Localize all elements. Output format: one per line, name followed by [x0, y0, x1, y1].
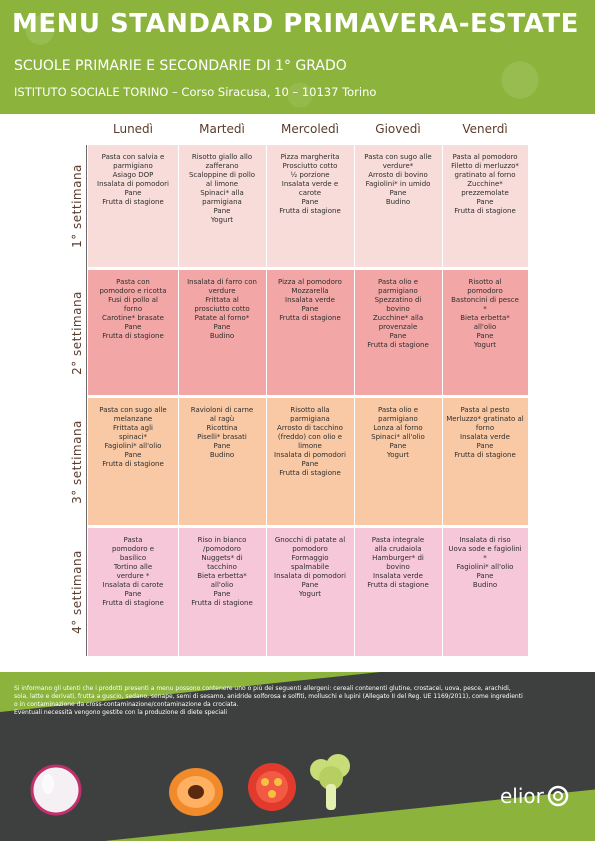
disclaimer-line: Si informano gli utenti che i prodotti presenti a menu possono contenere uno o più dei seguenti allergeni: cereali contenenti glutine, crostacei, uova, pesce, arachidi, — [14, 685, 511, 692]
menu-item: Insalata di pomodori — [274, 572, 346, 580]
menu-item: Spinaci* alla — [200, 189, 244, 197]
menu-cell-week3-tuesday — [178, 398, 266, 525]
menu-cell-week4-wednesday — [266, 528, 354, 656]
menu-item: Bieta erbetta* — [197, 572, 247, 580]
menu-item: Yogurt — [473, 341, 497, 349]
menu-item: Pasta olio e — [377, 406, 419, 414]
menu-item: parmigiano — [113, 162, 153, 170]
menu-item: basilico — [119, 554, 147, 562]
menu-item: Insalata di farro con — [187, 278, 257, 286]
menu-item: Pane — [476, 572, 494, 580]
menu-item: Pane — [476, 332, 494, 340]
institute-address: ISTITUTO SOCIALE TORINO – Corso Siracusa, 10 – 10137 Torino — [14, 85, 377, 99]
brand-swirl-icon — [547, 785, 569, 807]
menu-item: Spinaci* all'olio — [371, 433, 425, 441]
day-header-friday: Venerdì — [462, 122, 508, 136]
menu-item: Uova sode e fagiolini — [448, 545, 522, 553]
menu-item: Frutta di stagione — [279, 469, 341, 477]
disclaimer-line: Eventuali necessità vengono gestite con la produzione di diete speciali — [14, 709, 228, 716]
menu-cell-week1-friday — [442, 145, 528, 267]
menu-item: Pasta integrale — [371, 536, 425, 544]
column-divider — [354, 398, 355, 525]
menu-item: Pane — [389, 189, 407, 197]
menu-item: Frutta di stagione — [279, 314, 341, 322]
menu-item: Insalata di pomodori — [274, 451, 346, 459]
menu-item: Pane — [301, 581, 319, 589]
menu-item: Pane — [124, 189, 142, 197]
menu-cell-week4-monday — [88, 528, 178, 656]
menu-item: Lonza al forno — [373, 424, 423, 432]
menu-item: Frutta di stagione — [454, 451, 516, 459]
menu-item: Asiago DOP — [112, 171, 154, 179]
menu-cell-week2-wednesday — [266, 270, 354, 395]
menu-item: Formaggio — [291, 554, 329, 562]
menu-item: * — [483, 554, 487, 562]
menu-item: Frutta di stagione — [454, 207, 516, 215]
broccoli-icon — [305, 752, 357, 814]
menu-cell-week3-wednesday — [266, 398, 354, 525]
menu-item: Frutta di stagione — [279, 207, 341, 215]
menu-cell-week1-thursday — [354, 145, 442, 267]
menu-item: Frutta di stagione — [102, 599, 164, 607]
menu-cell-week1-tuesday — [178, 145, 266, 267]
menu-item: al ragù — [209, 415, 235, 423]
tomato-slice-icon — [245, 760, 299, 814]
menu-item: forno — [123, 305, 143, 313]
menu-item: Pane — [213, 207, 231, 215]
menu-item: pomodoro e ricotta — [99, 287, 167, 295]
column-divider — [178, 145, 179, 267]
menu-item: parmigiano — [378, 415, 418, 423]
day-header-thursday: Giovedì — [375, 122, 421, 136]
brand-logo — [500, 784, 569, 808]
menu-item: melanzane — [113, 415, 153, 423]
menu-item: Insalata di pomodori — [97, 180, 169, 188]
menu-cell-week2-friday — [442, 270, 528, 395]
papaya-icon — [165, 760, 227, 820]
menu-cell-week4-tuesday — [178, 528, 266, 656]
week-label-1: 1° settimana — [70, 164, 84, 248]
menu-item: /pomodoro — [203, 545, 241, 553]
day-header-tuesday: Martedì — [199, 122, 245, 136]
menu-cell-week4-friday — [442, 528, 528, 656]
menu-item: pomodoro e — [111, 545, 155, 553]
column-divider — [442, 528, 443, 656]
column-divider — [354, 528, 355, 656]
menu-item: Pane — [213, 323, 231, 331]
menu-item: bovino — [386, 563, 410, 571]
menu-item: gratinato al forno — [454, 171, 516, 179]
menu-item: Budino — [472, 581, 498, 589]
menu-item: Gnocchi di patate al — [274, 536, 346, 544]
page-title: MENU STANDARD PRIMAVERA-ESTATE — [12, 9, 579, 39]
menu-item: all'olio — [210, 581, 234, 589]
menu-item: Yogurt — [210, 216, 234, 224]
menu-item: Pasta con — [116, 278, 150, 286]
menu-item: carote — [298, 189, 322, 197]
menu-item: bovino — [386, 305, 410, 313]
menu-item: Pane — [476, 442, 494, 450]
menu-item: parmigiana — [290, 415, 330, 423]
column-divider — [442, 145, 443, 267]
brand-name: elior — [500, 784, 544, 808]
menu-item: Frittata al — [205, 296, 239, 304]
menu-item: parmigiana — [202, 198, 242, 206]
radish-icon — [26, 758, 86, 818]
disclaimer-line: soia, latte e derivati, frutta a guscio, sedano, senape, semi di sesamo, anidride solforosa e solfiti, molluschi e lupini (Allegato II del Reg. UE 1169/2011), come ingredienti — [14, 693, 523, 700]
menu-item: Frutta di stagione — [102, 332, 164, 340]
menu-item: Pasta con sugo alle — [364, 153, 432, 161]
menu-item: Frittata agli — [112, 424, 153, 432]
menu-item: alla crudaiola — [374, 545, 422, 553]
menu-item: Fusi di pollo al — [108, 296, 158, 304]
menu-item: Prosciutto cotto — [282, 162, 338, 170]
menu-item: Merluzzo* gratinato al — [446, 415, 524, 423]
menu-item: Pane — [124, 323, 142, 331]
menu-item: verdure * — [116, 572, 150, 580]
week-axis-line — [86, 145, 87, 656]
menu-item: Pane — [301, 198, 319, 206]
menu-item: Pane — [124, 451, 142, 459]
menu-item: provenzale — [378, 323, 418, 331]
menu-item: parmigiano — [378, 287, 418, 295]
menu-item: Pasta con sugo alle — [99, 406, 167, 414]
menu-item: pomodoro — [292, 545, 328, 553]
column-divider — [266, 398, 267, 525]
menu-item: Pane — [476, 198, 494, 206]
menu-item: Pasta olio e — [377, 278, 419, 286]
menu-item: pomodoro — [467, 287, 503, 295]
menu-item: Carotine* brasate — [102, 314, 164, 322]
allergen-disclaimer — [14, 685, 584, 717]
menu-item: Patate al forno* — [194, 314, 250, 322]
menu-item: Arrosto di tacchino — [277, 424, 343, 432]
menu-item: Zucchine* — [467, 180, 503, 188]
column-divider — [178, 270, 179, 395]
menu-item: Fagiolini* all'olio — [456, 563, 514, 571]
menu-item: ½ porzione — [290, 171, 330, 179]
column-divider — [442, 270, 443, 395]
menu-item: Spezzatino di — [374, 296, 422, 304]
menu-item: Insalata verde e — [281, 180, 339, 188]
menu-item: Filetto di merluzzo* — [451, 162, 519, 170]
week-label-2: 2° settimana — [70, 290, 84, 375]
menu-item: Insalata verde — [373, 572, 423, 580]
menu-item: al limone — [205, 180, 239, 188]
menu-item: Bastoncini di pesce — [451, 296, 519, 304]
menu-item: Frutta di stagione — [102, 198, 164, 206]
menu-item: verdure* — [382, 162, 414, 170]
menu-cell-week1-wednesday — [266, 145, 354, 267]
menu-item: Pasta con salvia e — [101, 153, 165, 161]
menu-item: Hamburger* di — [372, 554, 424, 562]
menu-item: Scaloppine di pollo — [188, 171, 256, 179]
disclaimer-line: o in contaminazione da cross-contaminazione/contaminazione da crociata. — [14, 701, 239, 708]
column-divider — [178, 528, 179, 656]
menu-item: spalmabile — [290, 563, 330, 571]
menu-item: Mozzarella — [291, 287, 329, 295]
menu-item: Insalata verde — [285, 296, 335, 304]
menu-item: prosciutto cotto — [194, 305, 250, 313]
menu-cell-week2-thursday — [354, 270, 442, 395]
menu-item: prezzemolate — [461, 189, 509, 197]
menu-item: Pane — [301, 305, 319, 313]
menu-item: tacchino — [207, 563, 237, 571]
menu-cell-week1-monday — [88, 145, 178, 267]
day-header-wednesday: Mercoledì — [280, 122, 339, 136]
menu-item: Pasta al pesto — [460, 406, 510, 414]
menu-item: Pane — [389, 442, 407, 450]
column-divider — [266, 145, 267, 267]
column-divider — [442, 398, 443, 525]
menu-item: Frutta di stagione — [367, 581, 429, 589]
menu-item: Budino — [385, 198, 411, 206]
menu-item: Piselli* brasati — [197, 433, 247, 441]
menu-item: Ravioloni di carne — [190, 406, 254, 414]
menu-item: Yogurt — [298, 590, 322, 598]
menu-item: Pane — [213, 590, 231, 598]
menu-item: Arrosto di bovino — [368, 171, 428, 179]
menu-item: limone — [298, 442, 322, 450]
column-divider — [178, 398, 179, 525]
menu-cell-week3-thursday — [354, 398, 442, 525]
week-label-4: 4° settimana — [70, 550, 84, 634]
menu-cell-week2-tuesday — [178, 270, 266, 395]
menu-item: Pane — [213, 442, 231, 450]
header-banner — [0, 0, 595, 114]
menu-item: Budino — [209, 451, 235, 459]
menu-item: Pane — [301, 460, 319, 468]
menu-item: Pane — [389, 332, 407, 340]
menu-item: Pasta al pomodoro — [452, 153, 518, 161]
menu-item: Risotto giallo allo — [191, 153, 253, 161]
menu-item: forno — [475, 424, 495, 432]
menu-cell-week3-monday — [88, 398, 178, 525]
week-label-3: 3° settimana — [70, 419, 84, 504]
menu-item: Pane — [124, 590, 142, 598]
menu-item: Frutta di stagione — [191, 599, 253, 607]
menu-item: (freddo) con olio e — [277, 433, 343, 441]
column-divider — [266, 270, 267, 395]
menu-item: Pizza margherita — [280, 153, 340, 161]
menu-item: zafferano — [205, 162, 239, 170]
menu-cell-week3-friday — [442, 398, 528, 525]
menu-item: Insalata di riso — [459, 536, 511, 544]
menu-item: Yogurt — [386, 451, 410, 459]
menu-item: Fagiolini* in umido — [365, 180, 431, 188]
menu-item: Bieta erbetta* — [460, 314, 510, 322]
menu-item: Frutta di stagione — [367, 341, 429, 349]
menu-item: Risotto alla — [290, 406, 330, 414]
menu-item: Risotto al — [468, 278, 502, 286]
menu-item: Frutta di stagione — [102, 460, 164, 468]
menu-item: Tortino alle — [113, 563, 153, 571]
menu-item: * — [483, 305, 487, 313]
menu-cell-week4-thursday — [354, 528, 442, 656]
menu-item: Pasta — [123, 536, 143, 544]
menu-item: verdure — [208, 287, 236, 295]
menu-item: Insalata verde — [460, 433, 510, 441]
menu-item: spinaci* — [118, 433, 148, 441]
menu-item: Budino — [209, 332, 235, 340]
column-divider — [266, 528, 267, 656]
menu-item: Pizza al pomodoro — [278, 278, 342, 286]
page-subtitle: SCUOLE PRIMARIE E SECONDARIE DI 1° GRADO — [14, 58, 347, 74]
column-divider — [354, 145, 355, 267]
menu-item: Ricottina — [206, 424, 238, 432]
menu-item: Nuggets* di — [201, 554, 243, 562]
menu-item: Insalata di carote — [102, 581, 164, 589]
column-divider — [354, 270, 355, 395]
day-header-monday: Lunedì — [112, 122, 154, 136]
menu-cell-week2-monday — [88, 270, 178, 395]
menu-item: Riso in bianco — [197, 536, 247, 544]
menu-item: Fagiolini* all'olio — [104, 442, 162, 450]
menu-item: all'olio — [473, 323, 497, 331]
menu-item: Zucchine* alla — [372, 314, 424, 322]
